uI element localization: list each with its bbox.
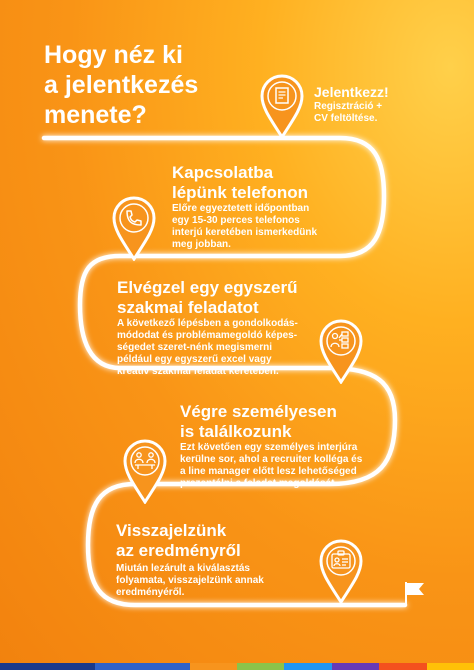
step-4-desc: Ezt követően egy személyes interjúra kerülne sor, ahol a recruiter kolléga és a line manager előtt lesz lehetőséged prezentálni a feladat megoldását. bbox=[180, 442, 363, 489]
bottom-bar-segment bbox=[427, 663, 474, 670]
step-4-pin bbox=[122, 438, 168, 504]
bottom-bar-segment bbox=[284, 663, 331, 670]
bottom-bar-segment bbox=[47, 663, 94, 670]
step-3-desc: A következő lépésben a gondolkodás- módodat és problémamegoldó képes- ségedet szeret-nénk megismerni például egy egyszerű excel vagy kreatív szakmai feladat keretében. bbox=[117, 318, 298, 377]
bottom-color-bar bbox=[0, 663, 474, 670]
step-5-desc: Miután lezárult a kiválasztás folyamata, visszajelzünk annak eredményéről. bbox=[116, 563, 264, 598]
step-1-desc: Regisztráció + CV feltöltése. bbox=[314, 101, 383, 124]
title-line: a jelentkezés bbox=[44, 71, 199, 99]
step-4-title: Végre személyesen is találkozunk bbox=[180, 402, 337, 441]
page-title bbox=[44, 40, 254, 130]
step-2-desc: Előre egyeztetett időpontban egy 15-30 perces telefonos interjú keretében ismerkedünk meg jobban. bbox=[172, 203, 318, 250]
step-3-title: Elvégzel egy egyszerű szakmai feladatot bbox=[117, 278, 298, 317]
title-line: menete? bbox=[44, 101, 147, 129]
finish-flag-icon bbox=[406, 582, 424, 605]
step-2-pin bbox=[111, 195, 157, 261]
title-line: Hogy néz ki bbox=[44, 41, 183, 69]
step-2-title: Kapcsolatba lépünk telefonon bbox=[172, 163, 308, 202]
bottom-bar-segment bbox=[332, 663, 379, 670]
bottom-bar-segment bbox=[237, 663, 284, 670]
step-1-pin bbox=[259, 73, 305, 139]
step-5-title: Visszajelzünk az eredményről bbox=[116, 521, 241, 560]
step-3-pin bbox=[318, 318, 364, 384]
bottom-bar-segment bbox=[379, 663, 426, 670]
bottom-bar-segment bbox=[95, 663, 142, 670]
bottom-bar-segment bbox=[0, 663, 47, 670]
bottom-bar-segment bbox=[190, 663, 237, 670]
bottom-bar-segment bbox=[142, 663, 189, 670]
step-5-pin bbox=[318, 538, 364, 604]
step-1-title: Jelentkezz! bbox=[314, 84, 389, 100]
